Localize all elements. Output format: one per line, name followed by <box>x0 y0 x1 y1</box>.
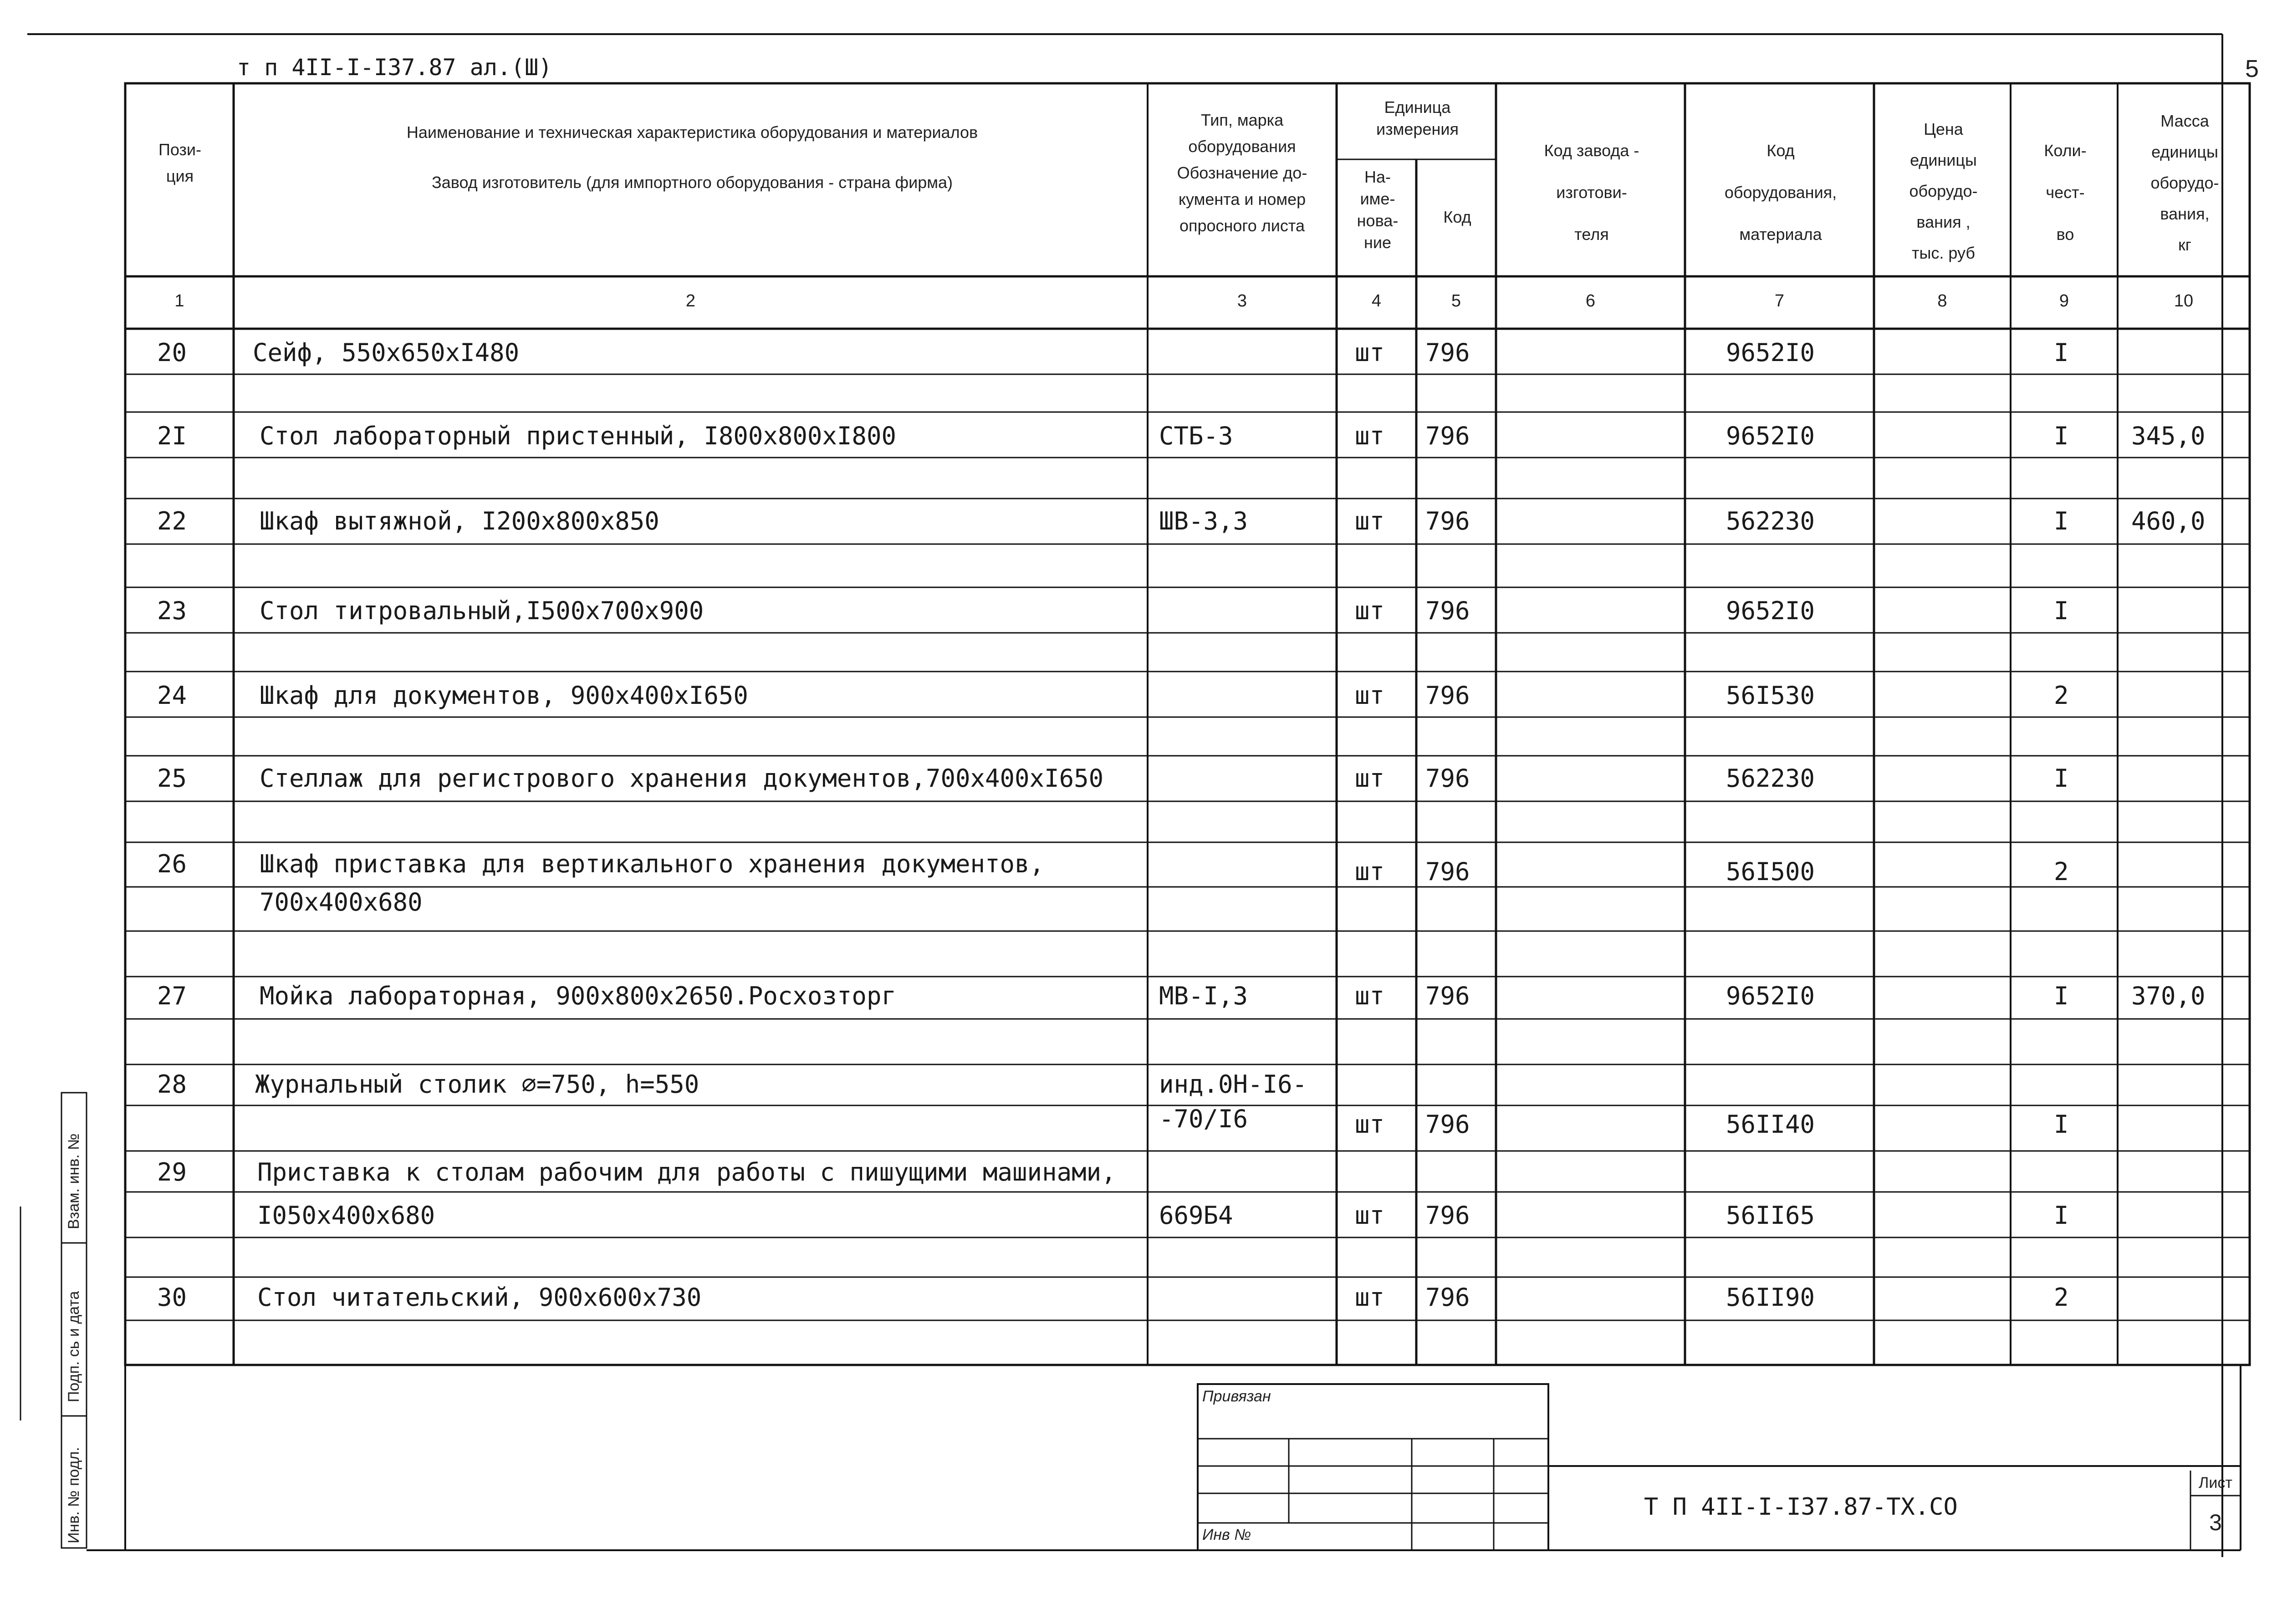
row-unit-code: 796 <box>1425 1110 1470 1139</box>
row-quantity: 2 <box>2054 857 2069 886</box>
row-unit: шт <box>1355 507 1385 535</box>
row-type-continued: -70/I6 <box>1159 1105 1248 1133</box>
row-equipment-code: 56I500 <box>1726 857 1815 886</box>
row-position: 20 <box>157 338 187 367</box>
row-position: 2I <box>157 422 187 450</box>
row-position: 30 <box>157 1283 187 1312</box>
column-number: 7 <box>1774 291 1785 311</box>
row-unit-code: 796 <box>1425 507 1470 535</box>
row-equipment-code: 56I530 <box>1726 681 1815 710</box>
row-type: СТБ-3 <box>1159 422 1233 450</box>
header-name-line2: Завод изготовитель (для импортного оборудования - страна фирма) <box>431 173 953 192</box>
row-unit-code: 796 <box>1425 338 1470 367</box>
row-unit-code: 796 <box>1425 1283 1470 1312</box>
row-name: Шкаф для документов, 900х400хI650 <box>260 681 748 710</box>
column-number: 9 <box>2059 291 2069 311</box>
stamp-sheet-label: Лист <box>2199 1474 2232 1492</box>
document-code-top: т п 4II-I-I37.87 ал.(Ш) <box>237 54 552 81</box>
row-name: Сейф, 550х650хI480 <box>253 338 520 367</box>
row-equipment-code: 56II40 <box>1726 1110 1815 1139</box>
row-name: Стол читательский, 900х600х730 <box>257 1283 702 1312</box>
row-name: Стол лабораторный пристенный, I800х800хI800 <box>260 422 896 450</box>
row-equipment-code: 9652I0 <box>1726 422 1815 450</box>
margin-replace-inv: Взам. инв. № <box>65 1133 82 1229</box>
row-position: 24 <box>157 681 187 710</box>
row-quantity: I <box>2054 422 2069 450</box>
row-name-continued: I050х400х680 <box>257 1201 435 1230</box>
margin-sign-date: Подп. сь и дата <box>65 1291 82 1402</box>
row-position: 23 <box>157 596 187 625</box>
page-number: 5 <box>2245 55 2259 82</box>
row-name: Приставка к столам рабочим для работы с пишущими машинами, <box>257 1158 1116 1186</box>
row-name-continued: 700х400х680 <box>260 888 423 916</box>
column-number: 5 <box>1451 291 1461 311</box>
row-type: ШВ-3,3 <box>1159 507 1248 535</box>
header-price: Цена единицы оборудо- вания , тыс. руб <box>1909 120 1978 262</box>
row-name: Шкаф приставка для вертикального хранения документов, <box>260 850 1045 878</box>
column-number: 4 <box>1371 291 1382 311</box>
row-unit: шт <box>1355 1201 1385 1230</box>
header-type: Тип, марка оборудования Обозначение до- кумента и номер опросного листа <box>1177 111 1307 235</box>
header-name-line1: Наименование и техническая характеристика оборудования и материалов <box>406 123 978 142</box>
header-factory-code: Код завода - изготови- теля <box>1544 141 1639 244</box>
row-name: Шкаф вытяжной, I200х800х850 <box>260 507 659 535</box>
row-equipment-code: 562230 <box>1726 764 1815 793</box>
row-equipment-code: 56II65 <box>1726 1201 1815 1230</box>
row-quantity: I <box>2054 764 2069 793</box>
header-unit-code: Код <box>1443 208 1471 226</box>
row-quantity: I <box>2054 1201 2069 1230</box>
row-quantity: I <box>2054 1110 2069 1139</box>
row-type: 669Б4 <box>1159 1201 1233 1230</box>
header-unit-group: Единица измерения <box>1376 98 1459 138</box>
row-unit-code: 796 <box>1425 982 1470 1010</box>
header-mass: Масса единицы оборудо- вания, кг <box>2150 112 2219 254</box>
row-quantity: I <box>2054 507 2069 535</box>
row-unit-code: 796 <box>1425 1201 1470 1230</box>
row-unit: шт <box>1355 982 1385 1010</box>
row-equipment-code: 56II90 <box>1726 1283 1815 1312</box>
row-unit: шт <box>1355 857 1385 886</box>
column-number: 2 <box>685 291 696 311</box>
row-name: Стеллаж для регистрового хранения документов,700х400хI650 <box>260 764 1104 793</box>
stamp-inv-label: Инв № <box>1202 1526 1251 1543</box>
header-position: Пози- ция <box>158 140 202 185</box>
row-quantity: I <box>2054 982 2069 1010</box>
row-unit: шт <box>1355 1283 1385 1312</box>
row-quantity: 2 <box>2054 1283 2069 1312</box>
row-position: 27 <box>157 982 187 1010</box>
row-equipment-code: 9652I0 <box>1726 596 1815 625</box>
row-name: Журнальный столик ∅=750, h=550 <box>255 1070 699 1099</box>
row-quantity: I <box>2054 596 2069 625</box>
row-unit-code: 796 <box>1425 681 1470 710</box>
row-equipment-code: 9652I0 <box>1726 982 1815 1010</box>
column-number: 3 <box>1237 291 1247 311</box>
column-number: 10 <box>2174 291 2194 311</box>
column-number: 1 <box>174 291 184 311</box>
header-quantity: Коли- чест- во <box>2044 141 2087 244</box>
row-mass: 370,0 <box>2131 982 2206 1010</box>
stamp-sheet-number: 3 <box>2209 1510 2222 1535</box>
row-unit: шт <box>1355 596 1385 625</box>
row-unit-code: 796 <box>1425 857 1470 886</box>
row-mass: 345,0 <box>2131 422 2206 450</box>
margin-inv-orig: Инв. № подл. <box>65 1447 82 1543</box>
row-quantity: 2 <box>2054 681 2069 710</box>
row-unit: шт <box>1355 764 1385 793</box>
row-unit-code: 796 <box>1425 764 1470 793</box>
row-unit: шт <box>1355 681 1385 710</box>
row-position: 29 <box>157 1158 187 1186</box>
row-position: 22 <box>157 507 187 535</box>
row-quantity: I <box>2054 338 2069 367</box>
row-mass: 460,0 <box>2131 507 2206 535</box>
row-equipment-code: 562230 <box>1726 507 1815 535</box>
stamp-attached-label: Привязан <box>1202 1388 1271 1405</box>
header-unit-name: На- име- нова- ние <box>1357 168 1399 252</box>
row-name: Стол титровальный,I500х700х900 <box>260 596 704 625</box>
header-equipment-code: Код оборудования, материала <box>1724 141 1837 244</box>
row-position: 25 <box>157 764 187 793</box>
row-position: 28 <box>157 1070 187 1099</box>
stamp-document-code: Т П 4II-I-I37.87-ТХ.СО <box>1644 1493 1958 1521</box>
row-unit: шт <box>1355 422 1385 450</box>
row-unit-code: 796 <box>1425 596 1470 625</box>
column-number: 8 <box>1937 291 1947 311</box>
row-unit: шт <box>1355 1110 1385 1139</box>
row-unit-code: 796 <box>1425 422 1470 450</box>
column-number: 6 <box>1585 291 1596 311</box>
row-unit: шт <box>1355 338 1385 367</box>
row-name: Мойка лабораторная, 900х800х2650.Росхозторг <box>260 982 896 1010</box>
row-position: 26 <box>157 850 187 878</box>
row-type: МВ-I,3 <box>1159 982 1248 1010</box>
row-type: инд.0Н-I6- <box>1159 1070 1307 1099</box>
row-equipment-code: 9652I0 <box>1726 338 1815 367</box>
